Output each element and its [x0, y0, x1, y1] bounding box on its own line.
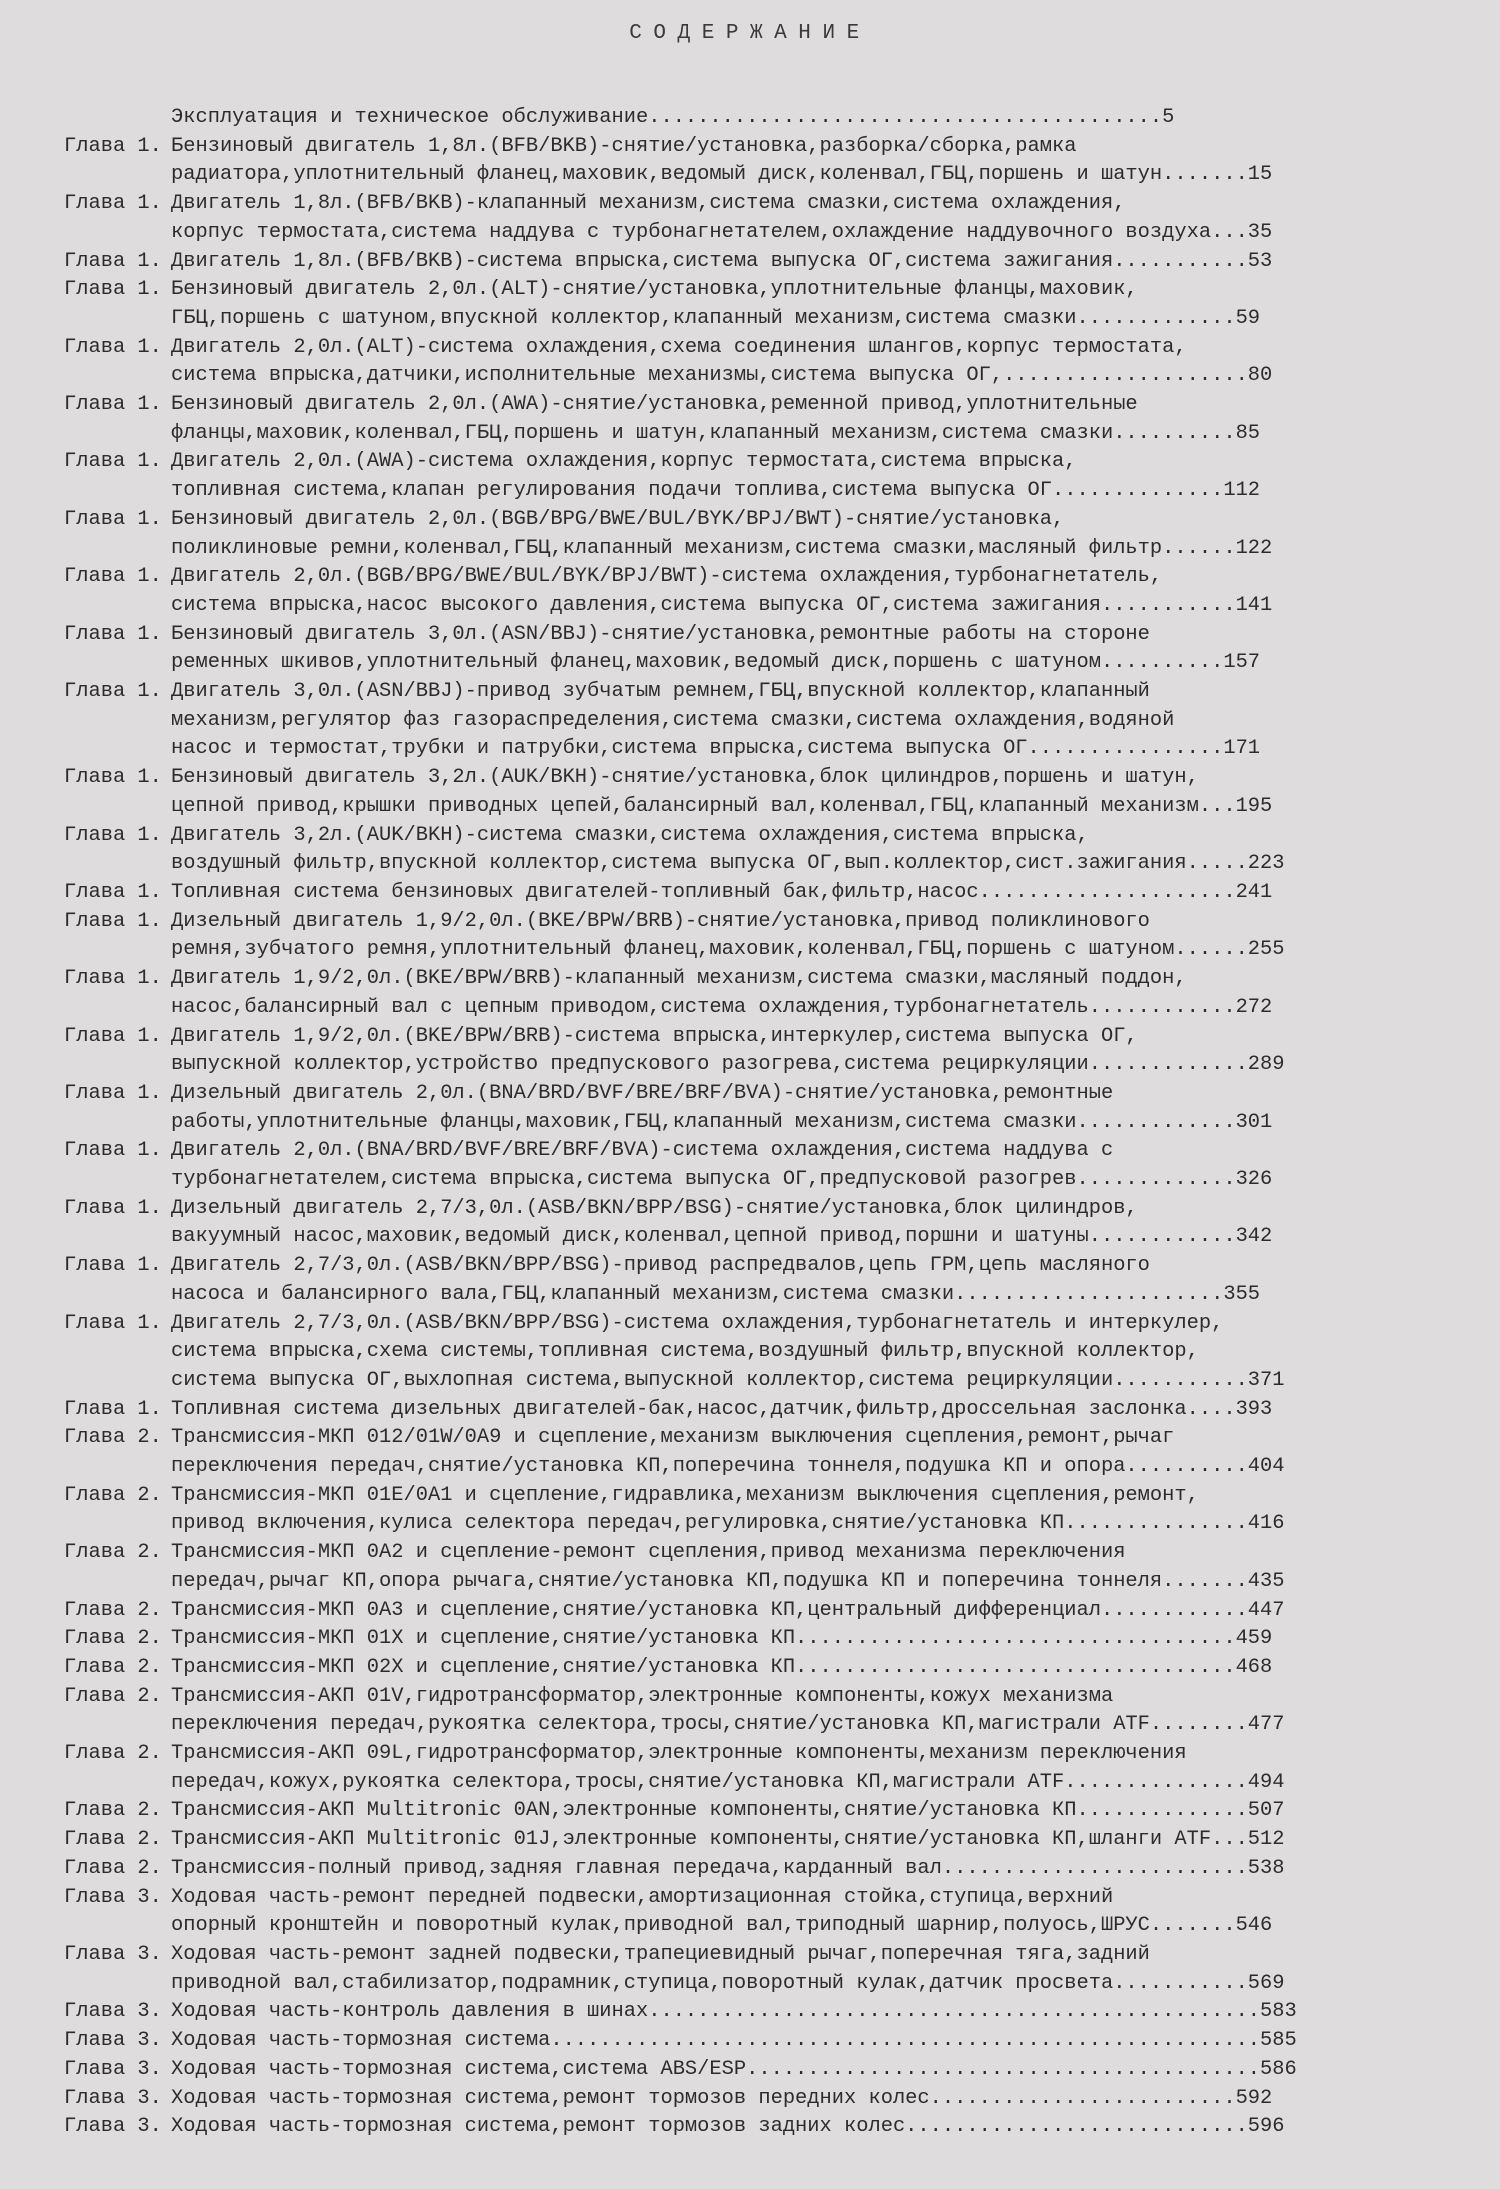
- entry-line: насоса и балансирного вала,ГБЦ,клапанный механизм,система смазки......................355: [171, 1282, 1261, 1306]
- entry-line: корпус термостата,система наддува с турбонагнетателем,охлаждение наддувочного воздуха...35: [171, 220, 1273, 244]
- toc-entry: [64, 448, 1484, 505]
- toc-entry: [64, 506, 1484, 563]
- toc-entry: [64, 678, 1484, 764]
- entry-line: Трансмиссия-АКП Multitronic 0AN,электронные компоненты,снятие/установка КП..............507: [171, 1799, 1285, 1823]
- entry-line: Двигатель 1,9/2,0л.(BKE/BPW/BRB)-система впрыска,интеркулер,система выпуска ОГ,: [171, 1024, 1138, 1048]
- entry-text: [171, 2085, 1484, 2114]
- entry-line: Трансмиссия-полный привод,задняя главная передача,карданный вал.........................538: [171, 1856, 1285, 1880]
- entry-text: [171, 1080, 1484, 1137]
- toc-entry: [64, 1396, 1484, 1425]
- entry-line: приводной вал,стабилизатор,подрамник,ступица,поворотный кулак,датчик просвета...........569: [171, 1971, 1285, 1995]
- entry-line: Бензиновый двигатель 2,0л.(ALT)-снятие/установка,уплотнительные фланцы,маховик,: [171, 278, 1138, 302]
- chapter-label: Глава 2.: [64, 1828, 162, 1852]
- entry-text: [171, 1740, 1484, 1797]
- chapter-label: Глава 2.: [64, 1655, 162, 1679]
- entry-text: [171, 104, 1484, 133]
- entry-text: [171, 1855, 1484, 1884]
- entry-text: [171, 1654, 1484, 1683]
- toc-entry: [64, 1998, 1484, 2027]
- toc-entry: [64, 1654, 1484, 1683]
- entry-text: [171, 2027, 1484, 2056]
- table-of-contents: [64, 104, 1484, 2142]
- page-title: СОДЕРЖАНИЕ: [629, 22, 871, 45]
- toc-entry: [64, 965, 1484, 1022]
- toc-entry: [64, 2113, 1484, 2142]
- toc-entry: [64, 1482, 1484, 1539]
- entry-line: передач,кожух,рукоятка селектора,тросы,снятие/установка КП,магистрали ATF...............494: [171, 1770, 1285, 1794]
- toc-entry: [64, 1137, 1484, 1194]
- chapter-label: Глава 3.: [64, 1943, 162, 1966]
- chapter-label: Глава 2.: [64, 1598, 162, 1622]
- chapter-label: Глава 1.: [64, 680, 162, 704]
- entry-line: Двигатель 2,0л.(BGB/BPG/BWE/BUL/BYK/BPJ/BWT)-система охлаждения,турбонагнетатель,: [171, 565, 1163, 589]
- entry-text: [171, 248, 1484, 277]
- entry-line: Бензиновый двигатель 2,0л.(AWA)-снятие/установка,ременной привод,уплотнительные: [171, 393, 1138, 417]
- entry-line: работы,уплотнительные фланцы,маховик,ГБЦ,клапанный механизм,система смазки.............301: [171, 1110, 1273, 1134]
- entry-line: Бензиновый двигатель 3,2л.(AUK/BKH)-снятие/установка,блок цилиндров,поршень и шатун,: [171, 766, 1199, 790]
- entry-text: [171, 621, 1484, 678]
- entry-line: Трансмиссия-МКП 0A2 и сцепление-ремонт сцепления,привод механизма переключения: [171, 1541, 1126, 1565]
- entry-line: Трансмиссия-МКП 01E/0A1 и сцепление,гидравлика,механизм выключения сцепления,ремонт,: [171, 1483, 1199, 1507]
- entry-line: система впрыска,датчики,исполнительные механизмы,система выпуска ОГ,....................80: [171, 364, 1273, 388]
- toc-entry: [64, 2027, 1484, 2056]
- entry-text: [171, 1625, 1484, 1654]
- toc-entry: [64, 1855, 1484, 1884]
- entry-text: [171, 1396, 1484, 1425]
- entry-line: Дизельный двигатель 2,0л.(BNA/BRD/BVF/BRE/BRF/BVA)-снятие/установка,ремонтные: [171, 1081, 1114, 1105]
- chapter-label: Глава 2.: [64, 1483, 162, 1507]
- chapter-label: Глава 3.: [64, 2115, 162, 2139]
- entry-text: [171, 822, 1484, 879]
- entry-text: [171, 1137, 1484, 1194]
- entry-line: топливная система,клапан регулирования подачи топлива,система выпуска ОГ..............112: [171, 479, 1261, 503]
- entry-text: [171, 133, 1484, 190]
- chapter-label: Глава 1.: [64, 1139, 162, 1163]
- toc-entry: [64, 334, 1484, 391]
- toc-entry: [64, 621, 1484, 678]
- toc-entry: [64, 190, 1484, 247]
- toc-entry: [64, 1941, 1484, 1998]
- entry-text: [171, 1998, 1484, 2027]
- toc-entry: [64, 391, 1484, 448]
- entry-text: [171, 190, 1484, 247]
- entry-text: [171, 1941, 1484, 1998]
- entry-line: Трансмиссия-МКП 0A3 и сцепление,снятие/установка КП,центральный дифференциал............447: [171, 1598, 1285, 1622]
- entry-line: выпускной коллектор,устройство предпускового разогрева,система рециркуляции.............289: [171, 1053, 1285, 1077]
- entry-line: поликлиновые ремни,коленвал,ГБЦ,клапанный механизм,система смазки,масляный фильтр......122: [171, 536, 1273, 560]
- toc-entry: [64, 248, 1484, 277]
- chapter-label: Глава 1.: [64, 1311, 162, 1335]
- chapter-label: Глава 1.: [64, 507, 162, 531]
- entry-text: [171, 1310, 1484, 1396]
- chapter-label: Глава 3.: [64, 2086, 162, 2110]
- chapter-label: Глава 1.: [64, 278, 162, 302]
- entry-text: [171, 1195, 1484, 1252]
- chapter-label: Глава 1.: [64, 565, 162, 589]
- entry-line: Ходовая часть-тормозная система,ремонт тормозов передних колес.........................592: [171, 2086, 1273, 2110]
- toc-entry: [64, 822, 1484, 879]
- chapter-label: Глава 1.: [64, 1254, 162, 1278]
- entry-text: [171, 1023, 1484, 1080]
- toc-entry: [64, 1625, 1484, 1654]
- entry-line: переключения передач,рукоятка селектора,тросы,снятие/установка КП,магистрали ATF........477: [171, 1713, 1285, 1737]
- chapter-label: Глава 1.: [64, 766, 162, 790]
- chapter-label: Глава 1.: [64, 880, 162, 904]
- entry-line: Двигатель 2,0л.(ALT)-система охлаждения,схема соединения шлангов,корпус термостата,: [171, 335, 1187, 359]
- entry-text: [171, 1683, 1484, 1740]
- entry-text: [171, 1482, 1484, 1539]
- chapter-label: Глава 1.: [64, 249, 162, 273]
- toc-entry: [64, 1797, 1484, 1826]
- entry-line: Топливная система дизельных двигателей-бак,насос,датчик,фильтр,дроссельная заслонка....393: [171, 1397, 1273, 1421]
- entry-line: Ходовая часть-тормозная система,ремонт тормозов задних колес............................596: [171, 2115, 1285, 2139]
- entry-line: Двигатель 3,2л.(AUK/BKH)-система смазки,система охлаждения,система впрыска,: [171, 823, 1089, 847]
- toc-entry: [64, 276, 1484, 333]
- entry-text: [171, 1797, 1484, 1826]
- entry-text: [171, 334, 1484, 391]
- entry-line: Двигатель 3,0л.(ASN/BBJ)-привод зубчатым ремнем,ГБЦ,впускной коллектор,клапанный: [171, 680, 1150, 704]
- toc-entry: [64, 1884, 1484, 1941]
- entry-text: [171, 1252, 1484, 1309]
- entry-text: [171, 879, 1484, 908]
- toc-entry: [64, 1424, 1484, 1481]
- entry-line: Двигатель 1,9/2,0л.(BKE/BPW/BRB)-клапанный механизм,система смазки,масляный поддон,: [171, 967, 1187, 991]
- entry-line: воздушный фильтр,впускной коллектор,система выпуска ОГ,вып.коллектор,сист.зажигания.....223: [171, 852, 1285, 876]
- chapter-label: Глава 1.: [64, 1024, 162, 1048]
- entry-line: Трансмиссия-МКП 02X и сцепление,снятие/установка КП....................................468: [171, 1655, 1273, 1679]
- toc-entry: [64, 104, 1484, 133]
- entry-text: [171, 2056, 1484, 2085]
- toc-entry: [64, 1539, 1484, 1596]
- entry-line: Ходовая часть-ремонт передней подвески,амортизационная стойка,ступица,верхний: [171, 1885, 1114, 1909]
- entry-line: переключения передач,снятие/установка КП,поперечина тоннеля,подушка КП и опора..........404: [171, 1455, 1285, 1479]
- chapter-label: Глава 3.: [64, 2000, 162, 2024]
- entry-line: Ходовая часть-тормозная система..........................................................585: [171, 2029, 1297, 2053]
- entry-text: [171, 678, 1484, 764]
- chapter-label: Глава 2.: [64, 1426, 162, 1450]
- entry-line: Бензиновый двигатель 1,8л.(BFB/BKB)-снятие/установка,разборка/сборка,рамка: [171, 134, 1077, 158]
- toc-entry: [64, 1683, 1484, 1740]
- entry-line: Трансмиссия-АКП 01V,гидротрансформатор,электронные компоненты,кожух механизма: [171, 1684, 1114, 1708]
- chapter-label: Глава 3.: [64, 2029, 162, 2053]
- chapter-label: Глава 1.: [64, 1196, 162, 1220]
- toc-entry: [64, 879, 1484, 908]
- entry-line: Двигатель 1,8л.(BFB/BKB)-система впрыска,система выпуска ОГ,система зажигания...........53: [171, 249, 1273, 273]
- chapter-label: Глава 1.: [64, 622, 162, 646]
- chapter-label: Глава 1.: [64, 450, 162, 474]
- entry-line: Топливная система бензиновых двигателей-топливный бак,фильтр,насос.....................241: [171, 880, 1273, 904]
- chapter-label: Глава 1.: [64, 1397, 162, 1421]
- chapter-label: Глава 3.: [64, 2057, 162, 2081]
- entry-line: вакуумный насос,маховик,ведомый диск,коленвал,цепной привод,поршни и шатуны............342: [171, 1225, 1273, 1249]
- entry-line: привод включения,кулиса селектора передач,регулировка,снятие/установка КП...............416: [171, 1512, 1285, 1536]
- toc-entry: [64, 1080, 1484, 1137]
- chapter-label: Глава 1.: [64, 1081, 162, 1105]
- toc-entry: [64, 1252, 1484, 1309]
- chapter-label: Глава 2.: [64, 1627, 162, 1651]
- toc-entry: [64, 1195, 1484, 1252]
- chapter-label: Глава 2.: [64, 1684, 162, 1708]
- entry-line: опорный кронштейн и поворотный кулак,приводной вал,триподный шарнир,полуось,ШРУС.......546: [171, 1914, 1273, 1938]
- entry-line: Эксплуатация и техническое обслуживание..........................................5: [171, 106, 1175, 129]
- entry-line: фланцы,маховик,коленвал,ГБЦ,поршень и шатун,клапанный механизм,система смазки..........85: [171, 421, 1261, 445]
- entry-text: [171, 563, 1484, 620]
- entry-line: Бензиновый двигатель 3,0л.(ASN/BBJ)-снятие/установка,ремонтные работы на стороне: [171, 622, 1150, 646]
- entry-line: ремня,зубчатого ремня,уплотнительный фланец,маховик,коленвал,ГБЦ,поршень с шатуном......255: [171, 938, 1285, 962]
- entry-line: система впрыска,насос высокого давления,система выпуска ОГ,система зажигания...........141: [171, 593, 1273, 617]
- entry-text: [171, 1539, 1484, 1596]
- entry-line: Дизельный двигатель 2,7/3,0л.(ASB/BKN/BPP/BSG)-снятие/установка,блок цилиндров,: [171, 1196, 1138, 1220]
- entry-line: насос,балансирный вал с цепным приводом,система охлаждения,турбонагнетатель............272: [171, 995, 1273, 1019]
- entry-line: Ходовая часть-ремонт задней подвески,трапециевидный рычаг,поперечная тяга,задний: [171, 1943, 1150, 1966]
- chapter-label: Глава 1.: [64, 335, 162, 359]
- entry-line: передач,рычаг КП,опора рычага,снятие/установка КП,подушка КП и поперечина тоннеля.......435: [171, 1569, 1285, 1593]
- entry-text: [171, 764, 1484, 821]
- chapter-label: Глава 1.: [64, 909, 162, 933]
- entry-text: [171, 1424, 1484, 1481]
- chapter-label: Глава 1.: [64, 134, 162, 158]
- entry-line: механизм,регулятор фаз газораспределения,система смазки,система охлаждения,водяной: [171, 708, 1175, 732]
- entry-line: Двигатель 1,8л.(BFB/BKB)-клапанный механизм,система смазки,система охлаждения,: [171, 192, 1126, 216]
- chapter-label: Глава 2.: [64, 1799, 162, 1823]
- toc-entry: [64, 563, 1484, 620]
- toc-entry: [64, 764, 1484, 821]
- entry-line: система выпуска ОГ,выхлопная система,выпускной коллектор,система рециркуляции...........371: [171, 1368, 1285, 1392]
- entry-line: система впрыска,схема системы,топливная система,воздушный фильтр,впускной коллектор,: [171, 1340, 1199, 1364]
- chapter-label: Глава 2.: [64, 1856, 162, 1880]
- entry-text: [171, 965, 1484, 1022]
- entry-line: Дизельный двигатель 1,9/2,0л.(BKE/BPW/BRB)-снятие/установка,привод поликлинового: [171, 909, 1150, 933]
- toc-entry: [64, 1740, 1484, 1797]
- chapter-label: Глава 1.: [64, 967, 162, 991]
- entry-text: [171, 2113, 1484, 2142]
- chapter-label: Глава 1.: [64, 823, 162, 847]
- entry-line: Бензиновый двигатель 2,0л.(BGB/BPG/BWE/BUL/BYK/BPJ/BWT)-снятие/установка,: [171, 507, 1065, 531]
- chapter-label: Глава 2.: [64, 1742, 162, 1766]
- entry-line: ГБЦ,поршень с шатуном,впускной коллектор,клапанный механизм,система смазки.............59: [171, 306, 1261, 330]
- toc-entry: [64, 908, 1484, 965]
- entry-line: Ходовая часть-тормозная система,система ABS/ESP..........................................586: [171, 2057, 1297, 2081]
- entry-line: радиатора,уплотнительный фланец,маховик,ведомый диск,коленвал,ГБЦ,поршень и шатун.......15: [171, 163, 1273, 187]
- chapter-label: Глава 1.: [64, 192, 162, 216]
- entry-line: Ходовая часть-контроль давления в шинах..................................................583: [171, 2000, 1297, 2024]
- toc-entry: [64, 1826, 1484, 1855]
- toc-entry: [64, 133, 1484, 190]
- entry-line: Двигатель 2,0л.(BNA/BRD/BVF/BRE/BRF/BVA)-система охлаждения,система наддува с: [171, 1139, 1114, 1163]
- entry-text: [171, 908, 1484, 965]
- entry-line: Двигатель 2,7/3,0л.(ASB/BKN/BPP/BSG)-привод распредвалов,цепь ГРМ,цепь масляного: [171, 1254, 1150, 1278]
- toc-entry: [64, 1310, 1484, 1396]
- entry-line: Трансмиссия-МКП 012/01W/0A9 и сцепление,механизм выключения сцепления,ремонт,рычаг: [171, 1426, 1175, 1450]
- toc-entry: [64, 1597, 1484, 1626]
- toc-entry: [64, 1023, 1484, 1080]
- entry-text: [171, 391, 1484, 448]
- entry-line: Двигатель 2,7/3,0л.(ASB/BKN/BPP/BSG)-система охлаждения,турбонагнетатель и интеркулер,: [171, 1311, 1224, 1335]
- entry-line: Двигатель 2,0л.(AWA)-система охлаждения,корпус термостата,система впрыска,: [171, 450, 1077, 474]
- chapter-label: Глава 1.: [64, 393, 162, 417]
- entry-line: цепной привод,крышки приводных цепей,балансирный вал,коленвал,ГБЦ,клапанный механизм...195: [171, 794, 1273, 818]
- entry-text: [171, 276, 1484, 333]
- entry-text: [171, 1884, 1484, 1941]
- entry-line: ременных шкивов,уплотнительный фланец,маховик,ведомый диск,поршень с шатуном..........157: [171, 651, 1261, 675]
- entry-line: турбонагнетателем,система впрыска,система выпуска ОГ,предпусковой разогрев.............326: [171, 1168, 1273, 1192]
- entry-line: Трансмиссия-МКП 01X и сцепление,снятие/установка КП....................................459: [171, 1627, 1273, 1651]
- chapter-label: Глава 3.: [64, 1885, 162, 1909]
- toc-entry: [64, 2056, 1484, 2085]
- entry-text: [171, 448, 1484, 505]
- toc-entry: [64, 2085, 1484, 2114]
- chapter-label: Глава 2.: [64, 1541, 162, 1565]
- entry-line: Трансмиссия-АКП Multitronic 01J,электронные компоненты,снятие/установка КП,шланги ATF...512: [171, 1828, 1285, 1852]
- entry-line: Трансмиссия-АКП 09L,гидротрансформатор,электронные компоненты,механизм переключения: [171, 1742, 1187, 1766]
- entry-line: насос и термостат,трубки и патрубки,система впрыска,система выпуска ОГ................171: [171, 737, 1261, 761]
- entry-text: [171, 1597, 1484, 1626]
- entry-text: [171, 1826, 1484, 1855]
- entry-text: [171, 506, 1484, 563]
